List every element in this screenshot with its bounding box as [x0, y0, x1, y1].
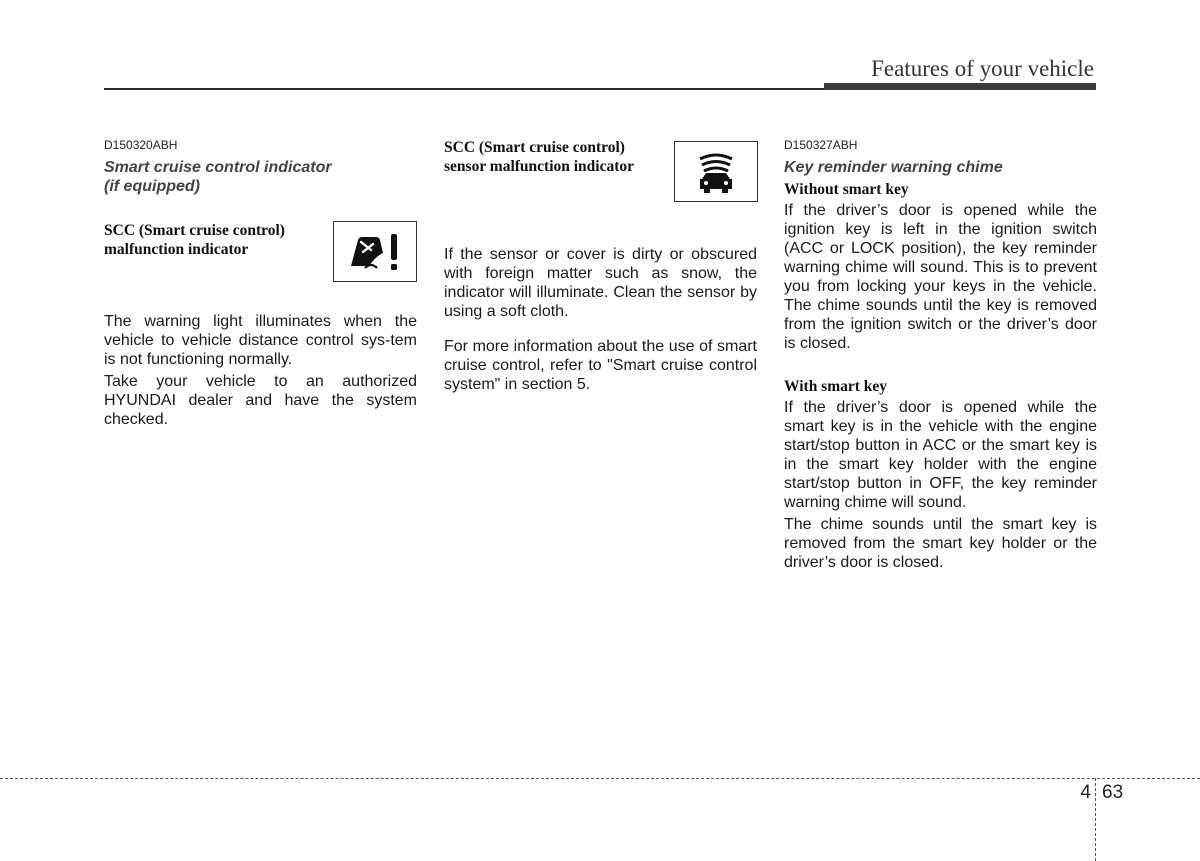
paragraph: If the driver’s door is opened while the ignition key is left in the ignition switch (ACC or LOCK position), the key reminder warning chime will sound. This is to prevent you from locking your keys in the vehicle. The chime sounds until the key is removed from the ignition switch or the driver’s door is closed. — [784, 202, 1097, 352]
indicator-heading: SCC (Smart cruise control) — [104, 222, 285, 239]
paragraph: If the driver’s door is opened while the smart key is in the vehicle with the engine start/stop button in ACC or the smart key is in the smart key holder with the engine start/stop button in OFF, the key reminder warning chime will sound. — [784, 399, 1097, 511]
footer-divider — [1095, 778, 1096, 861]
section-code: D150327ABH — [784, 138, 858, 152]
scc-malfunction-warning-icon — [333, 221, 417, 282]
chapter-number: 4 — [1080, 782, 1091, 803]
paragraph: The chime sounds until the smart key is removed from the smart key holder or the driver’s door is closed. — [784, 516, 1097, 571]
paragraph: The warning light illuminates when the vehicle to vehicle distance control sys-tem is not functioning normally. — [104, 313, 417, 368]
header-rule — [104, 88, 826, 90]
indicator-heading-line2: malfunction indicator — [104, 241, 249, 258]
column-right — [784, 138, 1097, 572]
page-number: 63 — [1102, 782, 1124, 803]
paragraph: Take your vehicle to an authorized HYUNDAI dealer and have the system checked. — [104, 373, 417, 428]
page-header-title: Features of your vehicle — [871, 56, 1094, 81]
scc-sensor-malfunction-icon — [674, 141, 758, 202]
paragraph: For more information about the use of smart cruise control, refer to "Smart cruise control system" in section 5. — [444, 338, 757, 393]
header-rule-accent — [824, 83, 1096, 90]
subsection-heading: With smart key — [784, 378, 888, 395]
indicator-heading: SCC (Smart cruise control) — [444, 139, 625, 156]
paragraph: If the sensor or cover is dirty or obscured with foreign matter such as snow, the indicator will illuminate. Clean the sensor by using a soft cloth. — [444, 246, 757, 320]
subsection-heading: Without smart key — [784, 181, 909, 198]
section-subtitle-note: (if equipped) — [104, 178, 200, 195]
section-subtitle: Smart cruise control indicator — [104, 159, 332, 176]
column-left — [104, 138, 417, 429]
footer-rule — [0, 778, 1200, 779]
section-code: D150320ABH — [104, 138, 178, 152]
section-subtitle: Key reminder warning chime — [784, 159, 1003, 176]
indicator-heading-line2: sensor malfunction indicator — [444, 158, 635, 175]
